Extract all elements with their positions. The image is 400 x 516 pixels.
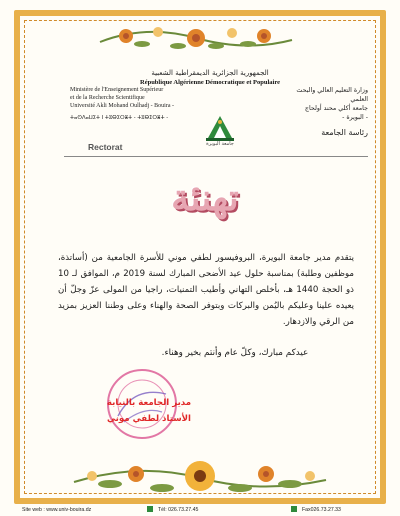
signatory-name: الأستاذ لطفي موني bbox=[106, 414, 192, 424]
city-name-arabic: - البويرة - bbox=[342, 114, 368, 121]
phone-icon bbox=[146, 505, 154, 513]
university-name-french: Université Akli Mohand Oulhadj - Bouira - bbox=[70, 103, 174, 109]
greeting-body: يتقدم مدير جامعة البويرة، البروفيسور لطفي موني للأسرة الجامعية من (أساتذة، موظفين وطلبة) بمناسبة حلول عيد الأضحى المبارك لسنة 2019 م، الموافق لـ 10 ذو الحجة 1440 هـ، بأخلص التهاني وأطيب التمنيات، راجيا من المولى عزّ وجلّ أن يعيده علينا وعليكم باليُمن والبركات وبتوفر الصحة والهناء وعلى وطننا العزيز بمزيد من الرقي والازدهار. bbox=[58, 253, 354, 327]
bottom-floral-garland bbox=[70, 452, 330, 500]
ministry-name-arabic: وزارة التعليم العالي والبحث العلمي bbox=[296, 87, 368, 103]
footer-telephone: Tél: 026.73.27.45 bbox=[158, 507, 199, 513]
closing-line: عيدكم مبارك، وكلّ عام وأنتم بخير وهناء. bbox=[161, 348, 309, 358]
logo-caption: جامعة البويرة bbox=[206, 141, 234, 147]
fax-icon bbox=[290, 505, 298, 513]
footer-contact-bar bbox=[22, 505, 382, 516]
signatory-title: مدير الجامعة بالنيابة bbox=[106, 398, 192, 408]
university-name-tifinagh: ⵜⴰⵙⴷⴰⵡⵉⵜ ⵏ ⵜⵓⴱⵉⵔⴻⵜ - ⵜⵓⴱⵉⵔⴻⵜ - bbox=[70, 115, 169, 121]
ministry-name-line-1: Ministère de l'Enseignement Supérieur bbox=[70, 87, 164, 93]
republic-name-french: République Algérienne Démocratique et Populaire bbox=[140, 79, 280, 86]
rectorat-arabic: رئاسة الجامعة bbox=[321, 128, 368, 137]
ministry-header-french bbox=[70, 86, 200, 122]
republic-header bbox=[120, 68, 300, 87]
republic-name-arabic: الجمهورية الجزائرية الديمقراطية الشعبية bbox=[151, 69, 269, 77]
footer-website: Site web : www.univ-bouira.dz bbox=[22, 507, 92, 513]
footer-fax: Fax026.73.27.33 bbox=[302, 507, 341, 513]
ministry-header-arabic bbox=[278, 86, 368, 137]
title-text: تهنئة bbox=[171, 177, 239, 219]
greeting-title bbox=[150, 170, 260, 226]
top-floral-garland bbox=[96, 22, 296, 56]
header-divider bbox=[64, 156, 368, 157]
university-logo bbox=[202, 112, 238, 142]
university-name-arabic: جامعة أكلي محند أولحاج bbox=[304, 105, 368, 112]
rectorat-label: Rectorat bbox=[88, 142, 123, 152]
ministry-name-line-2: et de la Recherche Scientifique bbox=[70, 95, 145, 101]
